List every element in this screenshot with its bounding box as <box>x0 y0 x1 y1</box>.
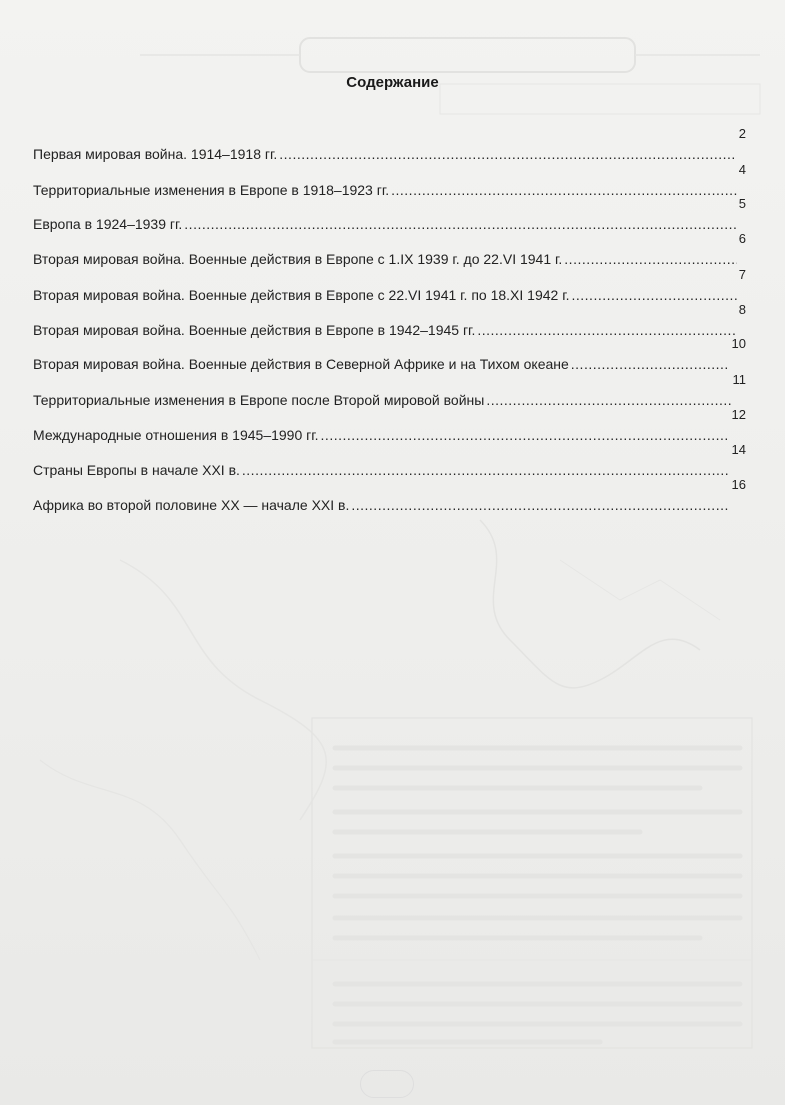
toc-entry-page: 16 <box>731 477 746 492</box>
toc-leader-dots <box>279 146 736 162</box>
toc-entry-title: Африка во второй половине XX — начале XXI в. <box>33 497 350 513</box>
toc-entry-page: 11 <box>732 372 746 387</box>
toc-entry-page: 7 <box>738 267 746 282</box>
toc-entry[interactable] <box>33 126 746 162</box>
toc-entry-page: 12 <box>731 407 746 422</box>
toc-entry[interactable] <box>33 477 746 513</box>
toc-entry-title: Вторая мировая война. Военные действия в Европе с 1.IX 1939 г. до 22.VI 1941 г. <box>33 251 563 267</box>
toc-entry-title: Вторая мировая война. Военные действия в Северной Африке и на Тихом океане <box>33 356 569 372</box>
toc-leader-dots <box>321 427 730 443</box>
toc-entry[interactable] <box>33 442 746 478</box>
toc-entry-page: 4 <box>738 162 746 177</box>
toc-leader-dots <box>391 182 737 198</box>
toc-entry-title: Первая мировая война. 1914–1918 гг. <box>33 146 278 162</box>
toc-entry-title: Территориальные изменения в Европе в 1918–1923 гг. <box>33 182 390 198</box>
toc-entry[interactable] <box>33 372 746 408</box>
ghost-page-number-badge <box>360 1070 414 1098</box>
toc-entry[interactable] <box>33 336 746 372</box>
toc-leader-dots <box>477 322 736 338</box>
toc-entry[interactable] <box>33 267 746 303</box>
toc-entry[interactable] <box>33 231 746 267</box>
toc-entry[interactable] <box>33 407 746 443</box>
toc-entry[interactable] <box>33 302 746 338</box>
toc-entry-page: 6 <box>738 231 746 246</box>
toc-entry-title: Вторая мировая война. Военные действия в Европе в 1942–1945 гг. <box>33 322 476 338</box>
toc-leader-dots <box>571 356 730 372</box>
toc-entry-title: Вторая мировая война. Военные действия в Европе с 22.VI 1941 г. по 18.XI 1942 г. <box>33 287 570 303</box>
toc-entry-page: 14 <box>731 442 746 457</box>
toc-entry-title: Европа в 1924–1939 гг. <box>33 216 183 232</box>
toc-entry-page: 2 <box>738 126 746 141</box>
toc-leader-dots <box>242 462 730 478</box>
toc-leader-dots <box>572 287 737 303</box>
toc-entry[interactable] <box>33 196 746 232</box>
toc-entry-page: 8 <box>738 302 746 317</box>
toc-leader-dots <box>564 251 736 267</box>
toc-leader-dots <box>486 392 730 408</box>
toc-entry-page: 10 <box>731 336 746 351</box>
toc-entry-title: Территориальные изменения в Европе после Второй мировой войны <box>33 392 485 408</box>
toc-entry-title: Международные отношения в 1945–1990 гг. <box>33 427 319 443</box>
toc-leader-dots <box>351 497 729 513</box>
toc-entry-page: 5 <box>738 196 746 211</box>
toc-entry-title: Страны Европы в начале XXI в. <box>33 462 240 478</box>
toc-entry[interactable] <box>33 162 746 198</box>
page-title: Содержание <box>346 74 439 91</box>
toc-leader-dots <box>184 216 736 232</box>
